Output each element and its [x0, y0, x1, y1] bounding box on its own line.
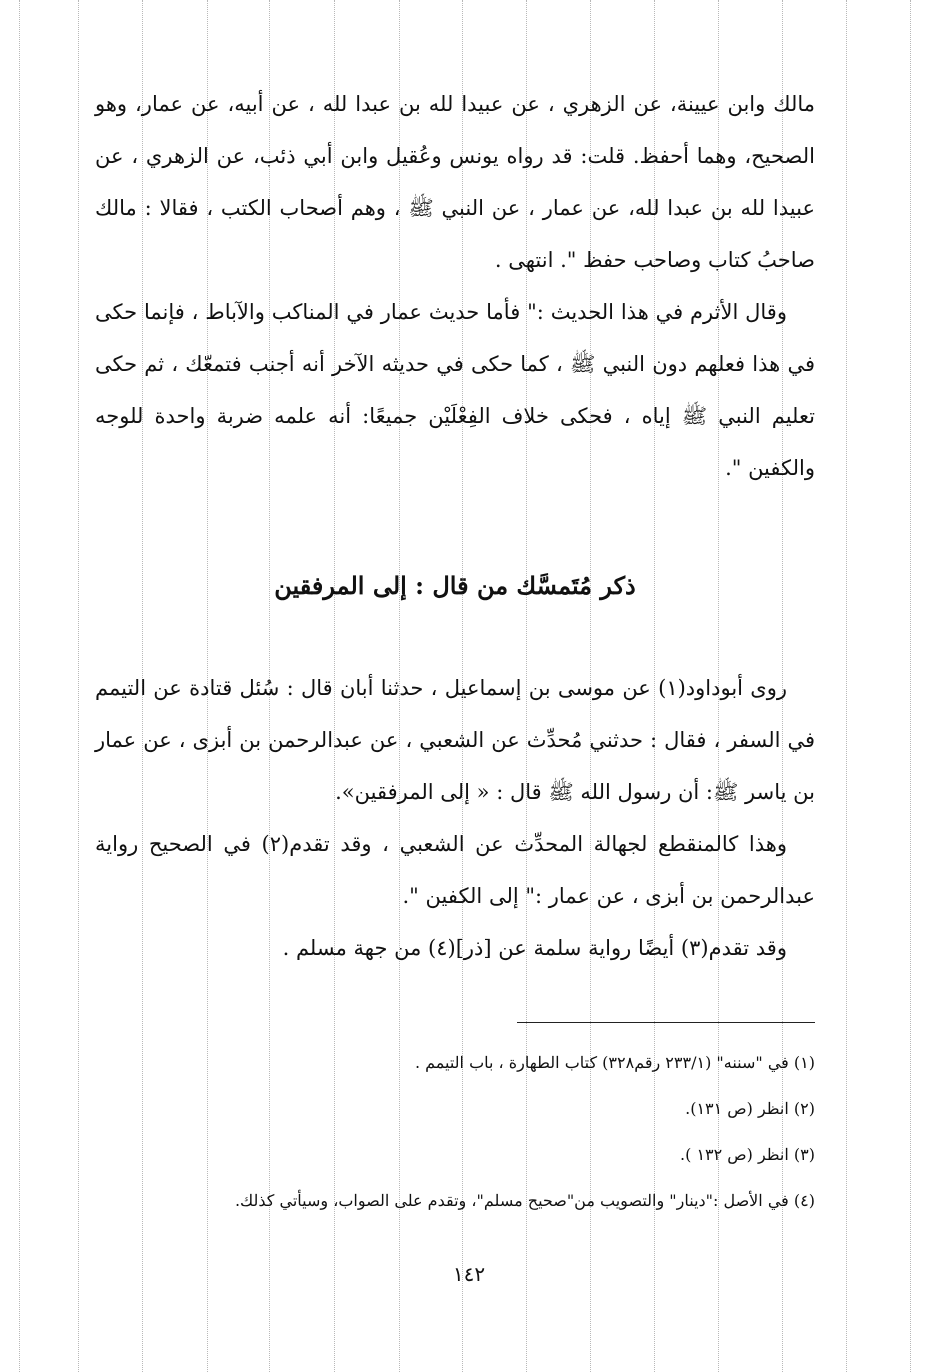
page-number: ١٤٢	[452, 1262, 486, 1286]
paragraph: وقد تقدم(٣) أيضًا رواية سلمة عن [ذر](٤) من جهة مسلم .	[282, 936, 787, 960]
grid-line	[846, 0, 847, 1372]
footnote: (٣) انظر (ص ١٣٢ ).	[680, 1145, 815, 1164]
section-heading: ذكر مُتَمسَّك من قال : إلى المرفقين	[274, 571, 636, 600]
footnote: (١) في "سننه" (٢٣٣/١ رقم٣٢٨) كتاب الطهارة ، باب التيمم .	[414, 1053, 815, 1072]
grid-line	[19, 0, 20, 1372]
footnote: (٤) في الأصل :"دينار" والتصويب من"صحيح مسلم"، وتقدم على الصواب، وسيأتي كذلك.	[234, 1191, 815, 1210]
text-block-top	[95, 78, 815, 494]
paragraph: روى أبوداود(١) عن موسى بن إسماعيل ، حدثنا أبان قال : سُئل قتادة عن التيمم في السفر ، فقال : حدثني مُحدِّث عن الشعبي ، عن عبدالرحمن بن أبزى ، عن عمار بن ياسر ﷺ: أن رسول الله ﷺ قال : « إلى المرفقين».	[95, 676, 815, 804]
grid-line	[910, 0, 911, 1372]
footnotes	[95, 1040, 815, 1224]
paragraph: مالك وابن عيينة، عن الزهري ، عن عبيدا لله بن عبدا لله ، عن أبيه، عن عمار، وهو الصحيح، وهما أحفظ. قلت: قد رواه يونس وعُقيل وابن أبي ذئب، عن الزهري ، عن عبيدا لله بن عبدا لله، عن عمار ، عن النبي ﷺ ، وهم أصحاب الكتب ، فقالا : مالك صاحبُ كتاب وصاحب حفظ ". انتهى .	[95, 92, 815, 272]
grid-line	[78, 0, 79, 1372]
footnote: (٢) انظر (ص ١٣١).	[685, 1099, 815, 1118]
text-block-bottom	[95, 662, 815, 974]
paragraph: وهذا كالمنقطع لجهالة المحدِّث عن الشعبي ، وقد تقدم(٢) في الصحيح رواية عبدالرحمن بن أبزى ، عن عمار :" إلى الكفين ".	[95, 832, 815, 908]
footnote-divider	[517, 1022, 815, 1023]
paragraph: وقال الأثرم في هذا الحديث :" فأما حديث عمار في المناكب والآباط ، فإنما حكى في هذا فعلهم دون النبي ﷺ ، كما حكى في حديثه الآخر أنه أجنب فتمعّك ، ثم حكى تعليم النبي ﷺ إياه ، فحكى خلاف الفِعْلَيْن جميعًا: أنه علمه ضربة واحدة للوجه والكفين ".	[95, 300, 815, 480]
